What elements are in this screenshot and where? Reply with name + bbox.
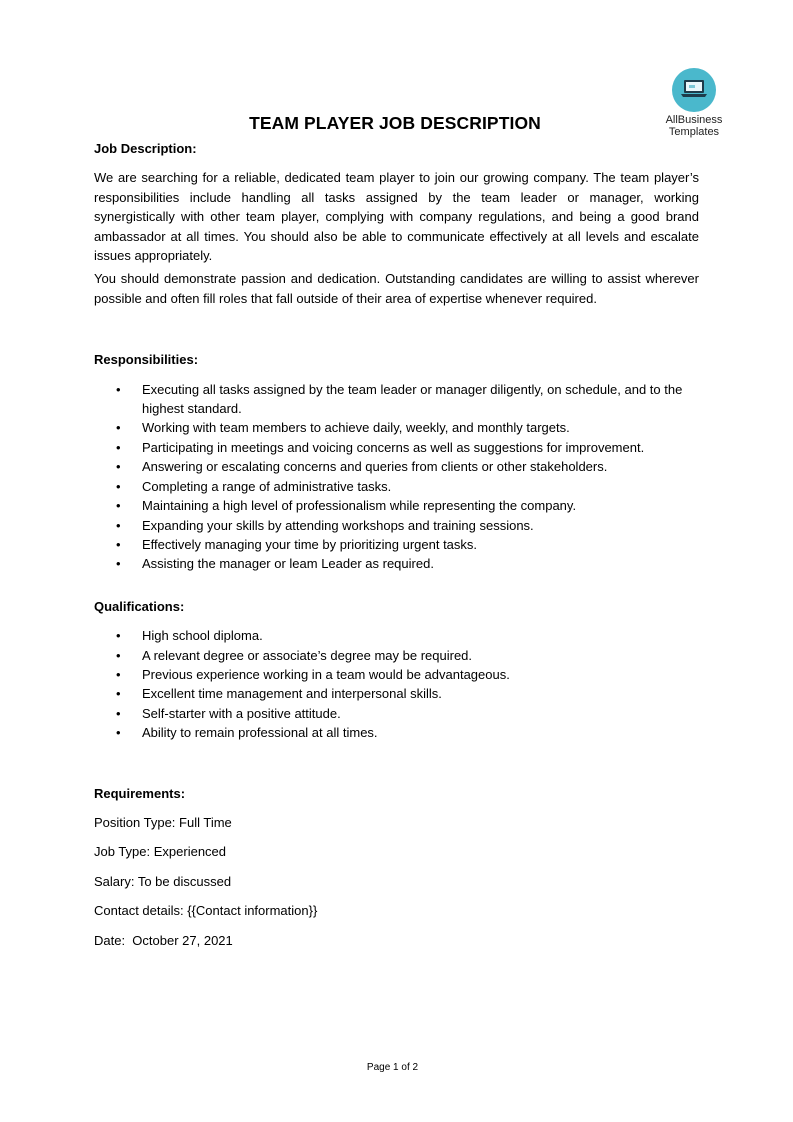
document-title: TEAM PLAYER JOB DESCRIPTION [249,113,541,133]
logo-line-2: Templates [668,126,720,138]
logo-line-1: AllBusiness [665,114,723,126]
list-item [94,646,699,665]
position-type: Position Type: Full Time [94,814,232,830]
list-item [94,516,699,535]
list-item [94,438,699,457]
laptop-icon [672,68,716,112]
bullet: • [116,459,121,475]
bullet: • [116,381,121,397]
list-item-text: Maintaining a high level of professionalism while representing the company. [142,498,577,514]
bullet: • [116,725,121,741]
requirements-heading: Requirements: [94,785,186,801]
list-item [94,704,699,723]
page-number: Page 1 of 2 [366,1062,419,1073]
list-item-text: Effectively managing your time by prioritizing urgent tasks. [142,536,478,552]
bullet: • [116,420,121,436]
list-item [94,418,699,437]
list-item-text: Completing a range of administrative tasks. [142,478,392,494]
job-description-paragraph-2: You should demonstrate passion and dedication. Outstanding candidates are willing to assist wherever possible and often fill roles that fall outside of their area of expertise whenever required. [94,271,699,306]
list-item-text: Previous experience working in a team would be advantageous. [142,666,510,682]
list-item [94,626,699,645]
job-type: Job Type: Experienced [94,844,227,860]
bullet: • [116,536,121,552]
list-item-text: Self-starter with a positive attitude. [142,705,341,721]
list-item-text: A relevant degree or associate’s degree may be required. [142,647,473,663]
list-item [94,723,699,742]
list-item-text: Assisting the manager or leam Leader as required. [142,556,434,572]
list-item [94,535,699,554]
list-item [94,477,699,496]
responsibilities-list [94,380,699,574]
list-item [94,496,699,515]
list-item [94,684,699,703]
bullet: • [116,478,121,494]
bullet: • [116,686,121,702]
list-item [94,380,699,419]
list-item [94,665,699,684]
salary: Salary: To be discussed [94,873,232,889]
document-body [94,139,699,950]
job-description-heading: Job Description: [94,141,197,156]
bullet: • [116,439,121,455]
list-item-text: Answering or escalating concerns and queries from clients or other stakeholders. [142,459,608,475]
list-item-text: Excellent time management and interpersonal skills. [142,686,442,702]
list-item-text: Participating in meetings and voicing concerns as well as suggestions for improvement. [142,439,645,455]
qualifications-list [94,626,699,742]
list-item [94,554,699,573]
bullet: • [116,666,121,682]
job-description-paragraph-1: We are searching for a reliable, dedicated team player to join our growing company. The team player’s responsibilities include handling all tasks assigned by the team leader or manager, working synergistically with other team player, complying with company regulations, and being a good brand ambassador at all times. You should also be able to communicate effectively at all levels and escalate issues appropriately. [94,170,699,264]
bullet: • [116,556,121,572]
bullet: • [116,498,121,514]
list-item-text: Expanding your skills by attending workshops and training sessions. [142,517,534,533]
list-item-text: Working with team members to achieve daily, weekly, and monthly targets. [142,420,570,436]
bullet: • [116,647,121,663]
responsibilities-heading: Responsibilities: [94,352,199,368]
qualifications-heading: Qualifications: [94,598,185,614]
date: Date: October 27, 2021 [94,932,233,948]
bullet: • [116,705,121,721]
list-item [94,457,699,476]
bullet: • [116,517,121,533]
list-item-text: High school diploma. [142,628,263,644]
list-item-text: Ability to remain professional at all times. [142,725,378,741]
list-item-text: Executing all tasks assigned by the team leader or manager diligently, on schedule, and to the highest standard. [142,381,683,417]
bullet: • [116,628,121,644]
contact-details: Contact details: {{Contact information}} [94,903,318,919]
